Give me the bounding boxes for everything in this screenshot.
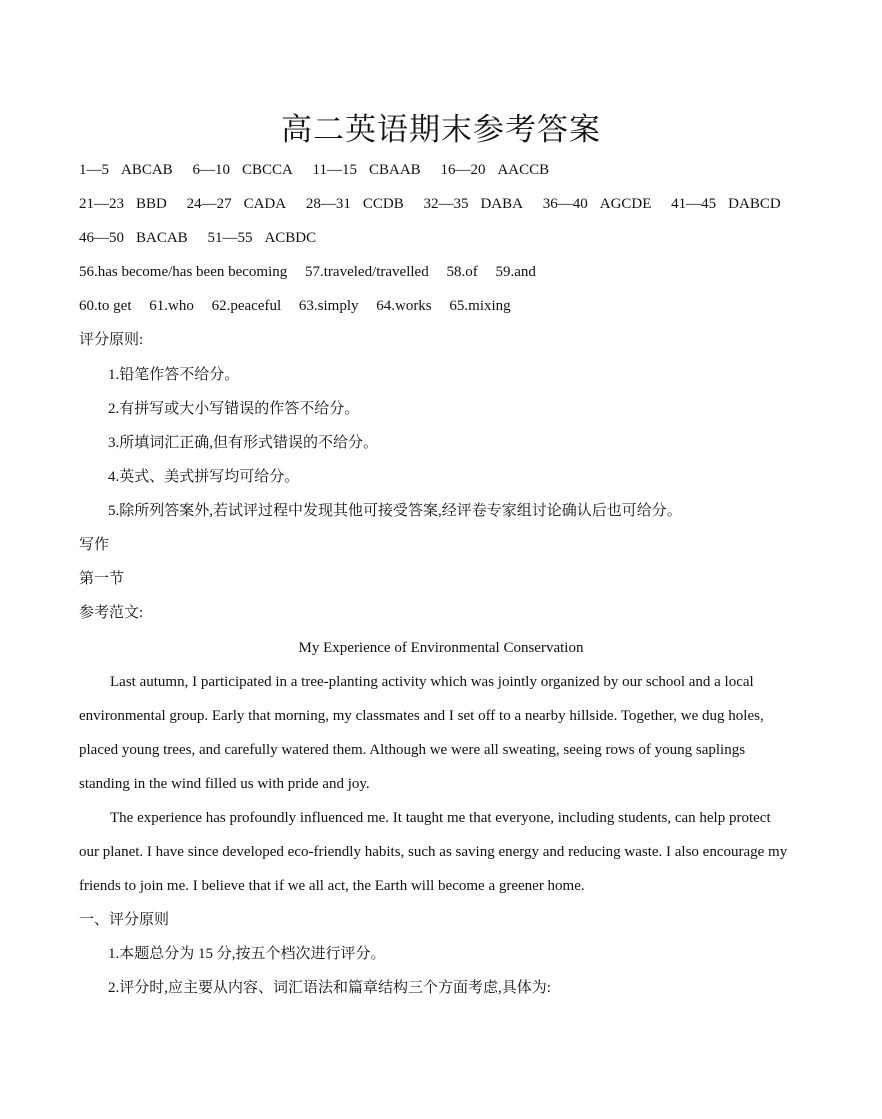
answer-key-row-3: 46—50 BACAB 51—55 ACBDC	[79, 230, 317, 246]
fill-in-row-1: 56.has become/has been becoming 57.traveled/travelled 58.of 59.and	[79, 264, 536, 280]
sample-essay-label: 参考范文:	[79, 605, 144, 621]
essay-para2-line-1: The experience has profoundly influenced me. It taught me that everyone, including students, can help protect	[110, 810, 771, 826]
essay-para1-line-4: standing in the wind filled us with pride and joy.	[79, 776, 370, 792]
writing-heading: 写作	[79, 537, 110, 553]
grading-item-1: 1.本题总分为 15 分,按五个档次进行评分。	[108, 946, 386, 962]
writing-section-label: 第一节	[79, 571, 125, 587]
essay-para1-line-2: environmental group. Early that morning, my classmates and I set off to a nearby hillside. Together, we dug holes,	[79, 708, 764, 724]
grading-heading: 一、评分原则	[79, 912, 170, 928]
page-title: 高二英语期末参考答案	[281, 112, 601, 147]
scoring-rule-1: 1.铅笔作答不给分。	[108, 367, 240, 383]
essay-para2-line-3: friends to join me. I believe that if we all act, the Earth will become a greener home.	[79, 878, 585, 894]
grading-item-2: 2.评分时,应主要从内容、词汇语法和篇章结构三个方面考虑,具体为:	[108, 980, 551, 996]
essay-para1-line-3: placed young trees, and carefully watered them. Although we were all sweating, seeing rows of young saplings	[79, 742, 746, 758]
scoring-heading: 评分原则:	[79, 332, 144, 348]
scoring-rule-4: 4.英式、美式拼写均可给分。	[108, 469, 300, 485]
essay-para2-line-2: our planet. I have since developed eco-friendly habits, such as saving energy and reducing waste. I also encourage my	[79, 844, 788, 860]
answer-key-row-1: 1—5 ABCAB 6—10 CBCCA 11—15 CBAAB 16—20 AACCB	[79, 162, 550, 178]
scoring-rule-2: 2.有拼写或大小写错误的作答不给分。	[108, 401, 360, 417]
essay-title: My Experience of Environmental Conservation	[298, 640, 584, 656]
answer-key-row-2: 21—23 BBD 24—27 CADA 28—31 CCDB 32—35 DABA 36—40 AGCDE 41—45 DABCD	[79, 196, 781, 212]
fill-in-row-2: 60.to get 61.who 62.peaceful 63.simply 64.works 65.mixing	[79, 298, 511, 314]
scoring-rule-3: 3.所填词汇正确,但有形式错误的不给分。	[108, 435, 379, 451]
scoring-rule-5: 5.除所列答案外,若试评过程中发现其他可接受答案,经评卷专家组讨论确认后也可给分。	[108, 503, 682, 519]
essay-para1-line-1: Last autumn, I participated in a tree-planting activity which was jointly organized by our school and a local	[110, 674, 754, 690]
